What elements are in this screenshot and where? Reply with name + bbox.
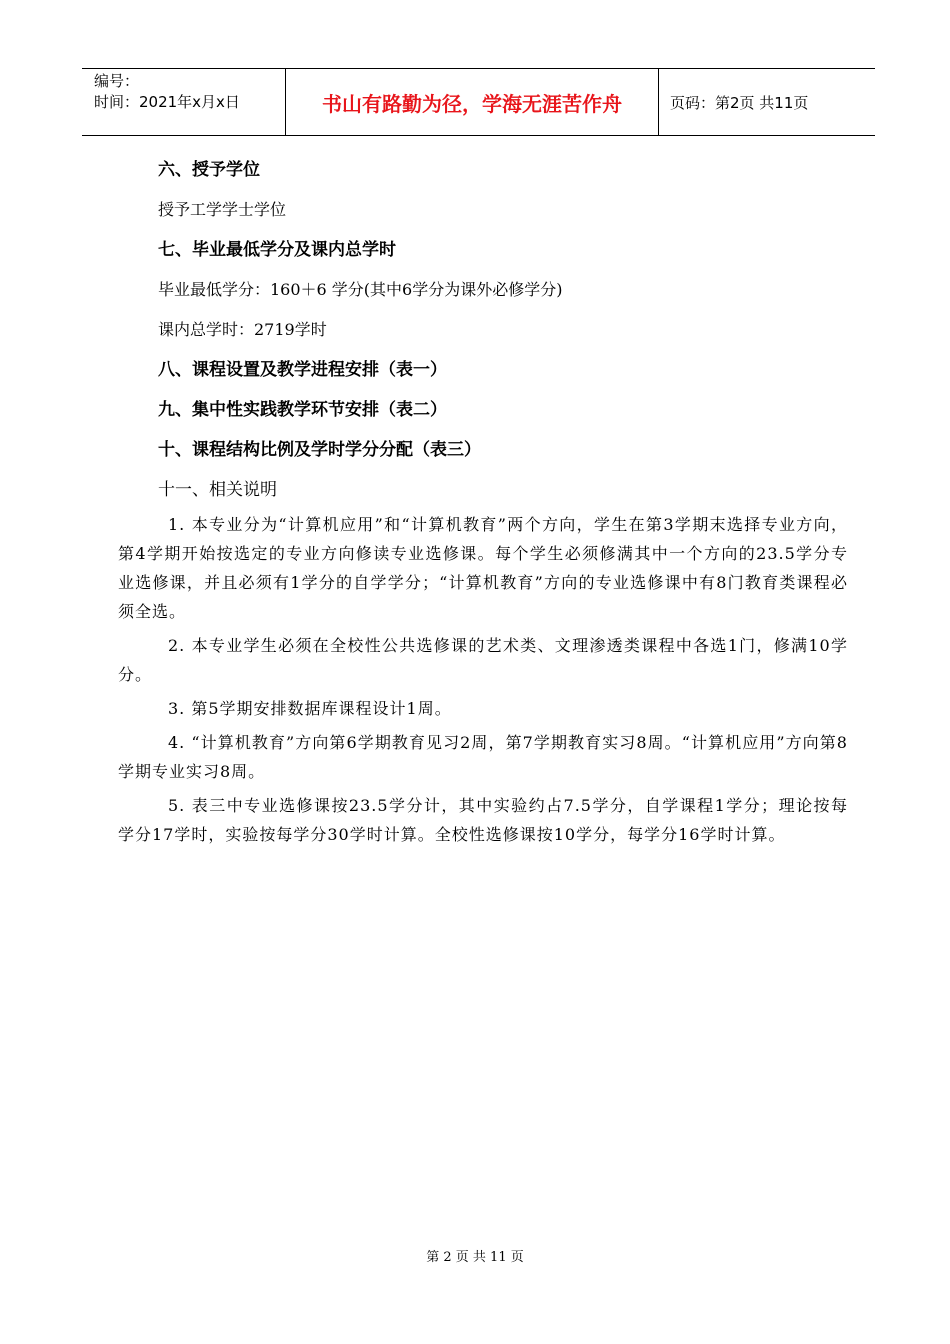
section-10-title: 十、课程结构比例及学时学分分配（表三） [158,440,481,460]
document-number: 编号： [94,72,140,90]
page-footer: 第 2 页 共 11 页 [426,1250,524,1265]
section-9-title: 九、集中性实践教学环节安排（表二） [158,400,447,420]
header-meta [82,69,285,135]
note-5: 5. 表三中专业选修课按23.5学分计，其中实验约占7.5学分，自学课程1学分；理论按每学分17学时，实验按每学分30学时计算。全校性选修课按10学分，每学分16学时计算。 [118,796,848,844]
note-1: 1. 本专业分为“计算机应用”和“计算机教育”两个方向，学生在第3学期末选择专业方向，第4学期开始按选定的专业方向修读专业选修课。每个学生必须修满其中一个方向的23.5学分专业选修课，并且必须有1学分的自学学分；“计算机教育”方向的专业选修课中有8门教育类课程必须全选。 [118,515,848,621]
section-11-title: 十一、相关说明 [158,480,277,500]
section-6-title: 六、授予学位 [158,160,260,180]
section-8-title: 八、课程设置及教学进程安排（表一） [158,360,447,380]
header-motto: 书山有路勤为径，学海无涯苦作舟 [285,69,659,135]
section-7-title: 七、毕业最低学分及课内总学时 [158,240,396,260]
page-header [82,68,875,136]
document-body [118,150,848,854]
note-2: 2. 本专业学生必须在全校性公共选修课的艺术类、文理渗透类课程中各选1门，修满10学分。 [118,636,848,684]
note-3: 3. 第5学期安排数据库课程设计1周。 [168,699,452,718]
section-7-hours: 课内总学时：2719学时 [158,320,327,339]
section-6-text: 授予工学学士学位 [158,200,287,219]
section-7-credits: 毕业最低学分：160＋6 学分(其中6学分为课外必修学分) [158,280,563,299]
header-page-info: 页码：第2页 共11页 [670,93,809,112]
note-4: 4. “计算机教育”方向第6学期教育见习2周，第7学期教育实习8周。“计算机应用”方向第8学期专业实习8周。 [118,733,848,781]
document-date: 时间：2021年x月x日 [94,93,240,111]
